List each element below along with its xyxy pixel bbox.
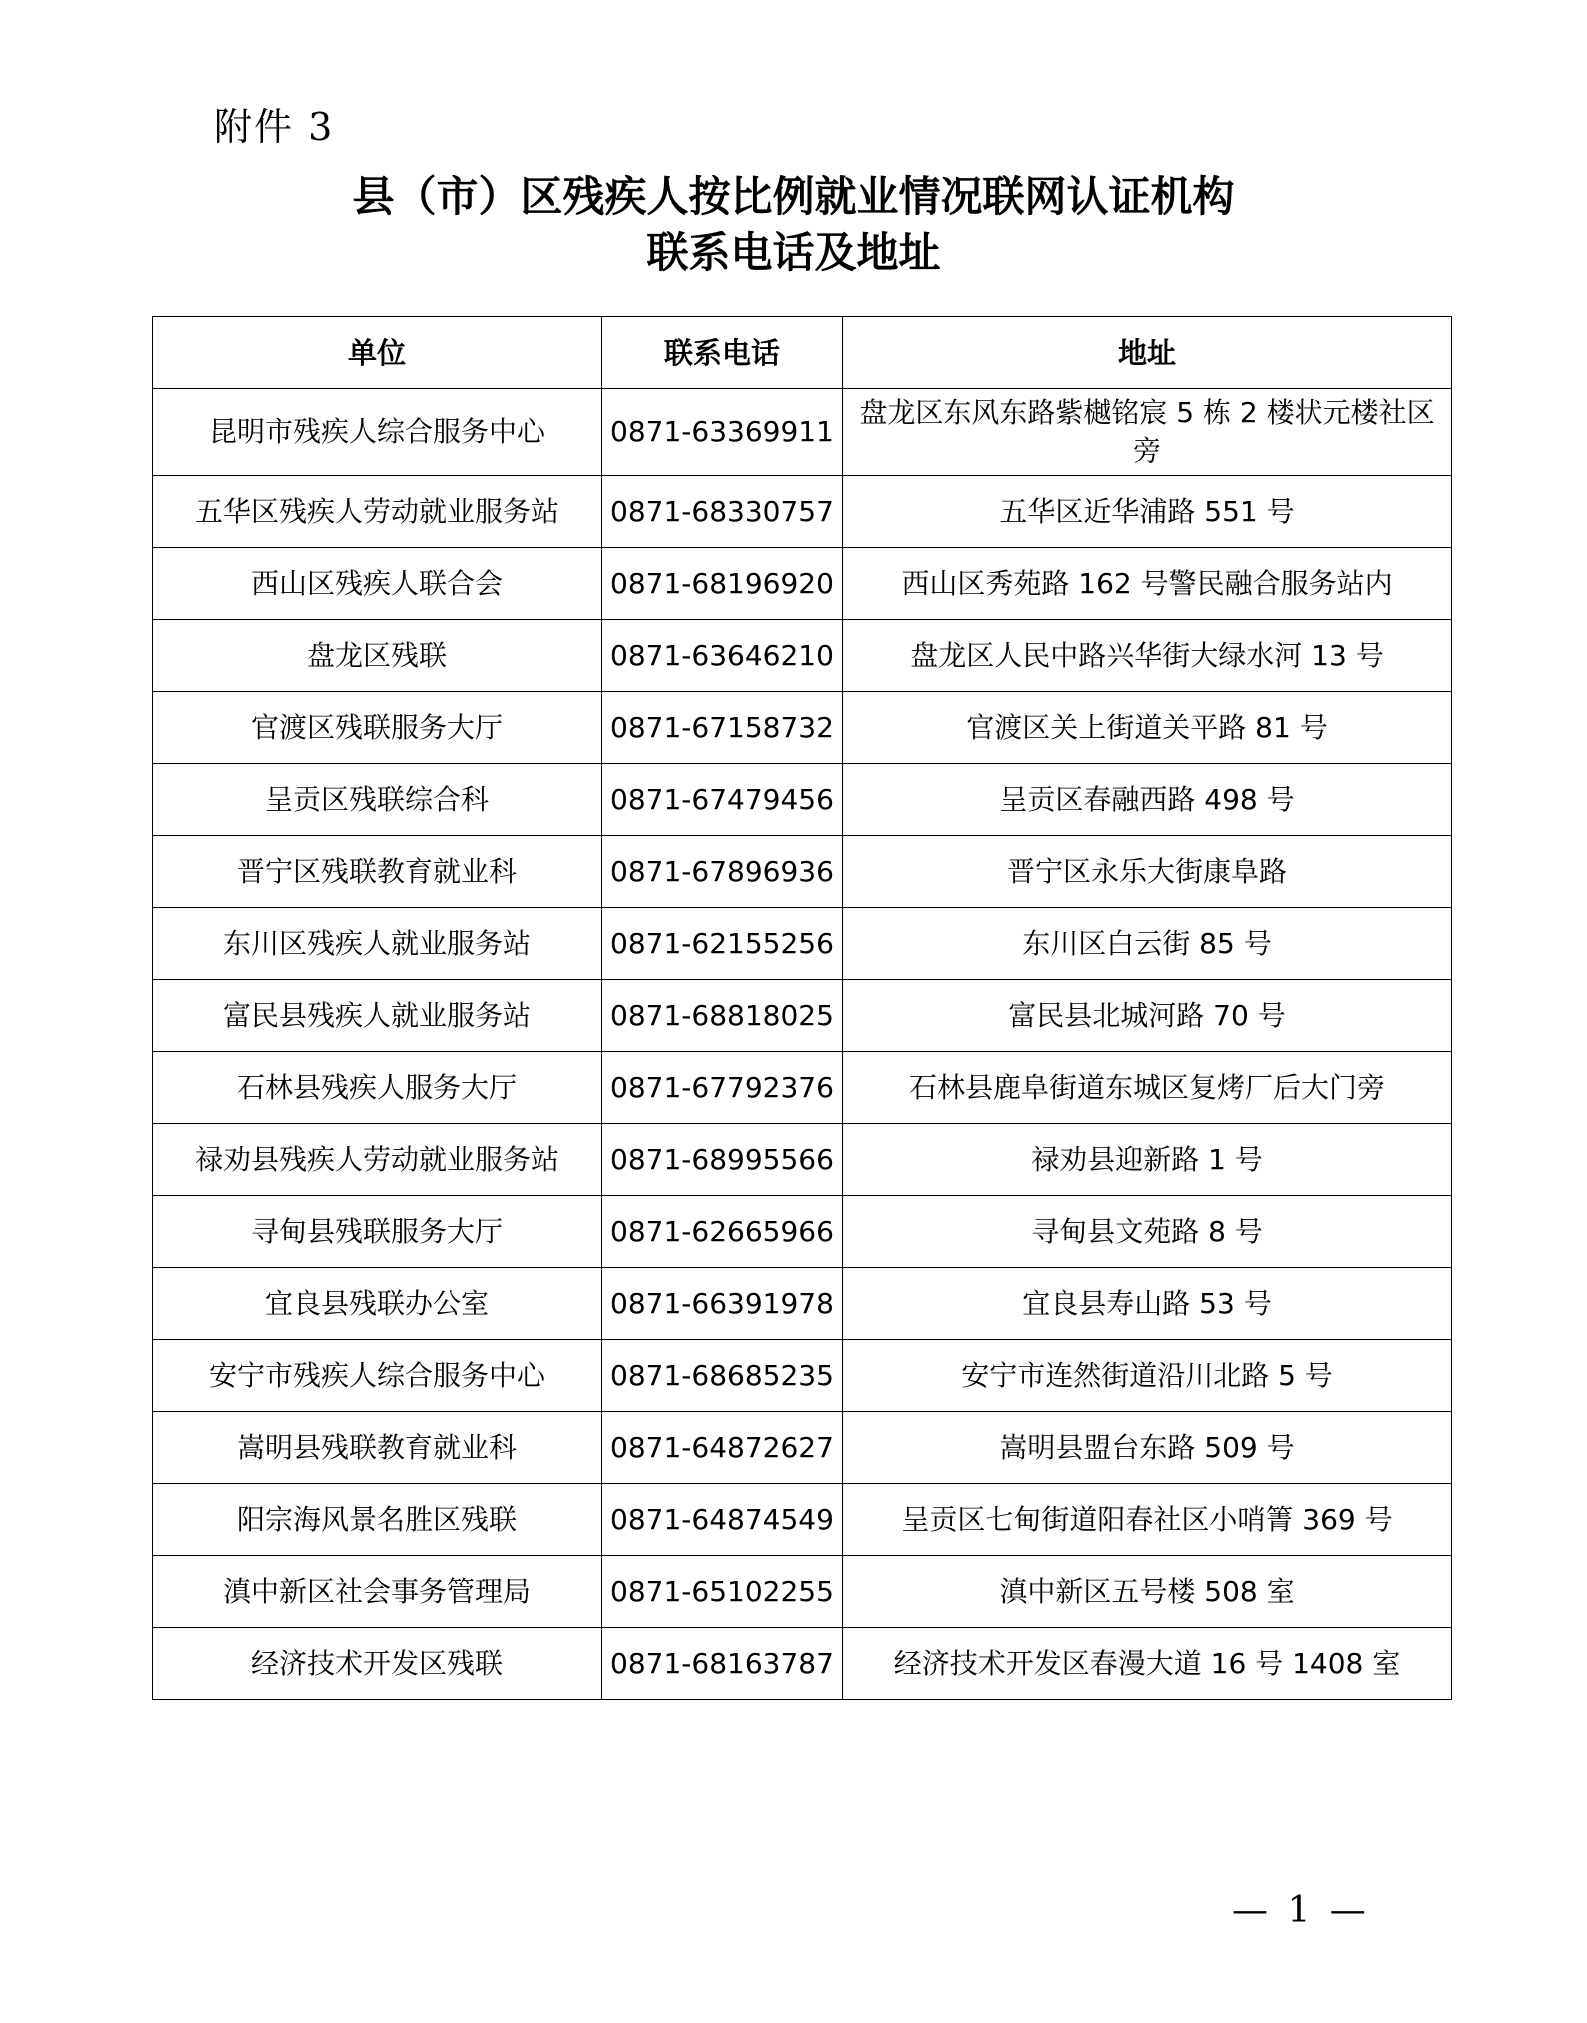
- cell-address: 呈贡区春融西路 498 号: [843, 764, 1452, 836]
- table-row: [153, 980, 1452, 1052]
- contacts-table: [152, 316, 1452, 1700]
- table-row: [153, 908, 1452, 980]
- cell-address: 晋宁区永乐大街康阜路: [843, 836, 1452, 908]
- cell-phone: 0871-68163787: [602, 1628, 843, 1700]
- table-row: [153, 620, 1452, 692]
- cell-phone: 0871-64874549: [602, 1484, 843, 1556]
- cell-unit: 富民县残疾人就业服务站: [153, 980, 602, 1052]
- header-unit: 单位: [153, 317, 602, 389]
- header-address: 地址: [843, 317, 1452, 389]
- cell-unit: 盘龙区残联: [153, 620, 602, 692]
- cell-unit: 石林县残疾人服务大厅: [153, 1052, 602, 1124]
- page-number: — 1 —: [1232, 1890, 1370, 1931]
- cell-phone: 0871-67479456: [602, 764, 843, 836]
- table-row: [153, 692, 1452, 764]
- cell-unit: 安宁市残疾人综合服务中心: [153, 1340, 602, 1412]
- table-row: [153, 548, 1452, 620]
- cell-address: 官渡区关上街道关平路 81 号: [843, 692, 1452, 764]
- cell-unit: 禄劝县残疾人劳动就业服务站: [153, 1124, 602, 1196]
- cell-address: 呈贡区七甸街道阳春社区小哨箐 369 号: [843, 1484, 1452, 1556]
- cell-address: 滇中新区五号楼 508 室: [843, 1556, 1452, 1628]
- cell-address: 禄劝县迎新路 1 号: [843, 1124, 1452, 1196]
- table-row: [153, 1556, 1452, 1628]
- cell-address: 东川区白云街 85 号: [843, 908, 1452, 980]
- cell-unit: 宜良县残联办公室: [153, 1268, 602, 1340]
- table-row: [153, 1196, 1452, 1268]
- cell-address: 富民县北城河路 70 号: [843, 980, 1452, 1052]
- table-row: [153, 1412, 1452, 1484]
- cell-phone: 0871-68196920: [602, 548, 843, 620]
- cell-phone: 0871-65102255: [602, 1556, 843, 1628]
- cell-address: 盘龙区东风东路紫樾铭宸 5 栋 2 楼状元楼社区旁: [843, 389, 1452, 476]
- cell-address: 宜良县寿山路 53 号: [843, 1268, 1452, 1340]
- cell-unit: 西山区残疾人联合会: [153, 548, 602, 620]
- cell-phone: 0871-62155256: [602, 908, 843, 980]
- cell-unit: 东川区残疾人就业服务站: [153, 908, 602, 980]
- cell-unit: 嵩明县残联教育就业科: [153, 1412, 602, 1484]
- table-row: [153, 1124, 1452, 1196]
- cell-phone: 0871-66391978: [602, 1268, 843, 1340]
- cell-phone: 0871-62665966: [602, 1196, 843, 1268]
- cell-phone: 0871-68685235: [602, 1340, 843, 1412]
- attachment-label: 附件 3: [214, 105, 335, 149]
- cell-address: 石林县鹿阜街道东城区复烤厂后大门旁: [843, 1052, 1452, 1124]
- cell-phone: 0871-63646210: [602, 620, 843, 692]
- document-title-line-2: 联系电话及地址: [646, 228, 941, 277]
- table-header-row: [153, 317, 1452, 389]
- cell-address: 西山区秀苑路 162 号警民融合服务站内: [843, 548, 1452, 620]
- cell-unit: 经济技术开发区残联: [153, 1628, 602, 1700]
- cell-unit: 五华区残疾人劳动就业服务站: [153, 476, 602, 548]
- cell-phone: 0871-68995566: [602, 1124, 843, 1196]
- cell-unit: 官渡区残联服务大厅: [153, 692, 602, 764]
- cell-address: 安宁市连然街道沿川北路 5 号: [843, 1340, 1452, 1412]
- cell-phone: 0871-67792376: [602, 1052, 843, 1124]
- table-row: [153, 836, 1452, 908]
- cell-phone: 0871-64872627: [602, 1412, 843, 1484]
- cell-phone: 0871-68818025: [602, 980, 843, 1052]
- table-row: [153, 1484, 1452, 1556]
- table-row: [153, 1268, 1452, 1340]
- cell-phone: 0871-67896936: [602, 836, 843, 908]
- cell-address: 经济技术开发区春漫大道 16 号 1408 室: [843, 1628, 1452, 1700]
- cell-unit: 寻甸县残联服务大厅: [153, 1196, 602, 1268]
- cell-unit: 昆明市残疾人综合服务中心: [153, 389, 602, 476]
- cell-phone: 0871-68330757: [602, 476, 843, 548]
- cell-address: 寻甸县文苑路 8 号: [843, 1196, 1452, 1268]
- cell-unit: 阳宗海风景名胜区残联: [153, 1484, 602, 1556]
- cell-address: 五华区近华浦路 551 号: [843, 476, 1452, 548]
- table-row: [153, 764, 1452, 836]
- cell-address: 盘龙区人民中路兴华街大绿水河 13 号: [843, 620, 1452, 692]
- table-row: [153, 1052, 1452, 1124]
- table-row: [153, 389, 1452, 476]
- table-row: [153, 1628, 1452, 1700]
- cell-phone: 0871-63369911: [602, 389, 843, 476]
- document-title-line-1: 县（市）区残疾人按比例就业情况联网认证机构: [352, 172, 1235, 221]
- header-phone: 联系电话: [602, 317, 843, 389]
- cell-phone: 0871-67158732: [602, 692, 843, 764]
- cell-unit: 呈贡区残联综合科: [153, 764, 602, 836]
- cell-address: 嵩明县盟台东路 509 号: [843, 1412, 1452, 1484]
- cell-unit: 晋宁区残联教育就业科: [153, 836, 602, 908]
- cell-unit: 滇中新区社会事务管理局: [153, 1556, 602, 1628]
- table-row: [153, 476, 1452, 548]
- table-row: [153, 1340, 1452, 1412]
